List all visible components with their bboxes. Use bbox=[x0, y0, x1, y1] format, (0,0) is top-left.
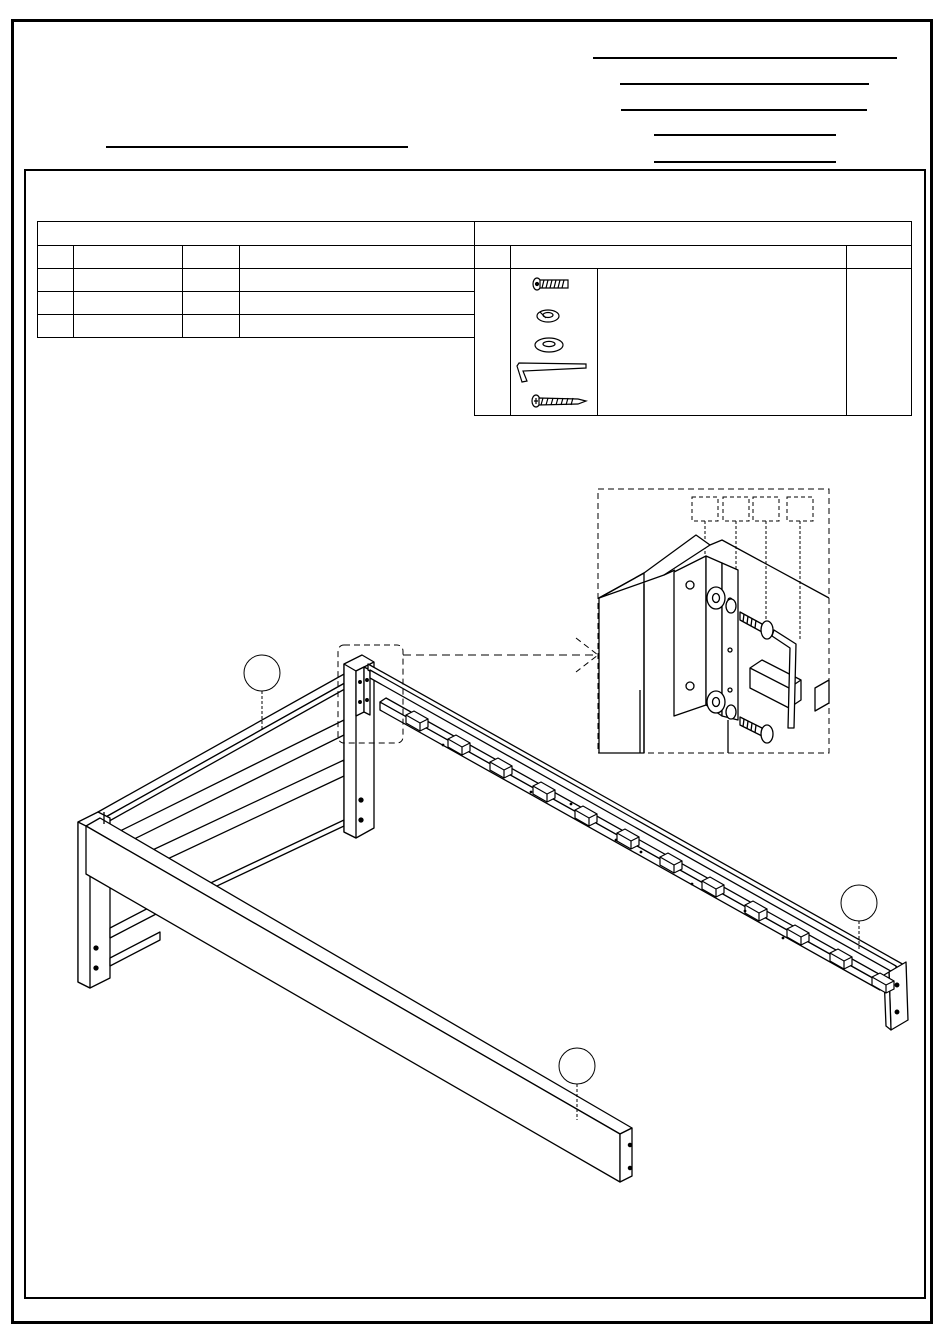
lock-washer-icon bbox=[537, 310, 559, 322]
callout-back-rail bbox=[244, 655, 280, 691]
callout-side-rail bbox=[841, 885, 877, 921]
bed-frame bbox=[78, 655, 908, 1182]
detail-drawing bbox=[599, 535, 829, 753]
detail-labels bbox=[692, 497, 813, 521]
flat-washer-icon bbox=[535, 338, 563, 352]
allen-key-icon bbox=[517, 363, 586, 382]
callout-front-rail bbox=[559, 1048, 595, 1084]
bolt-icon bbox=[533, 278, 568, 290]
wood-screw-icon bbox=[532, 395, 586, 407]
